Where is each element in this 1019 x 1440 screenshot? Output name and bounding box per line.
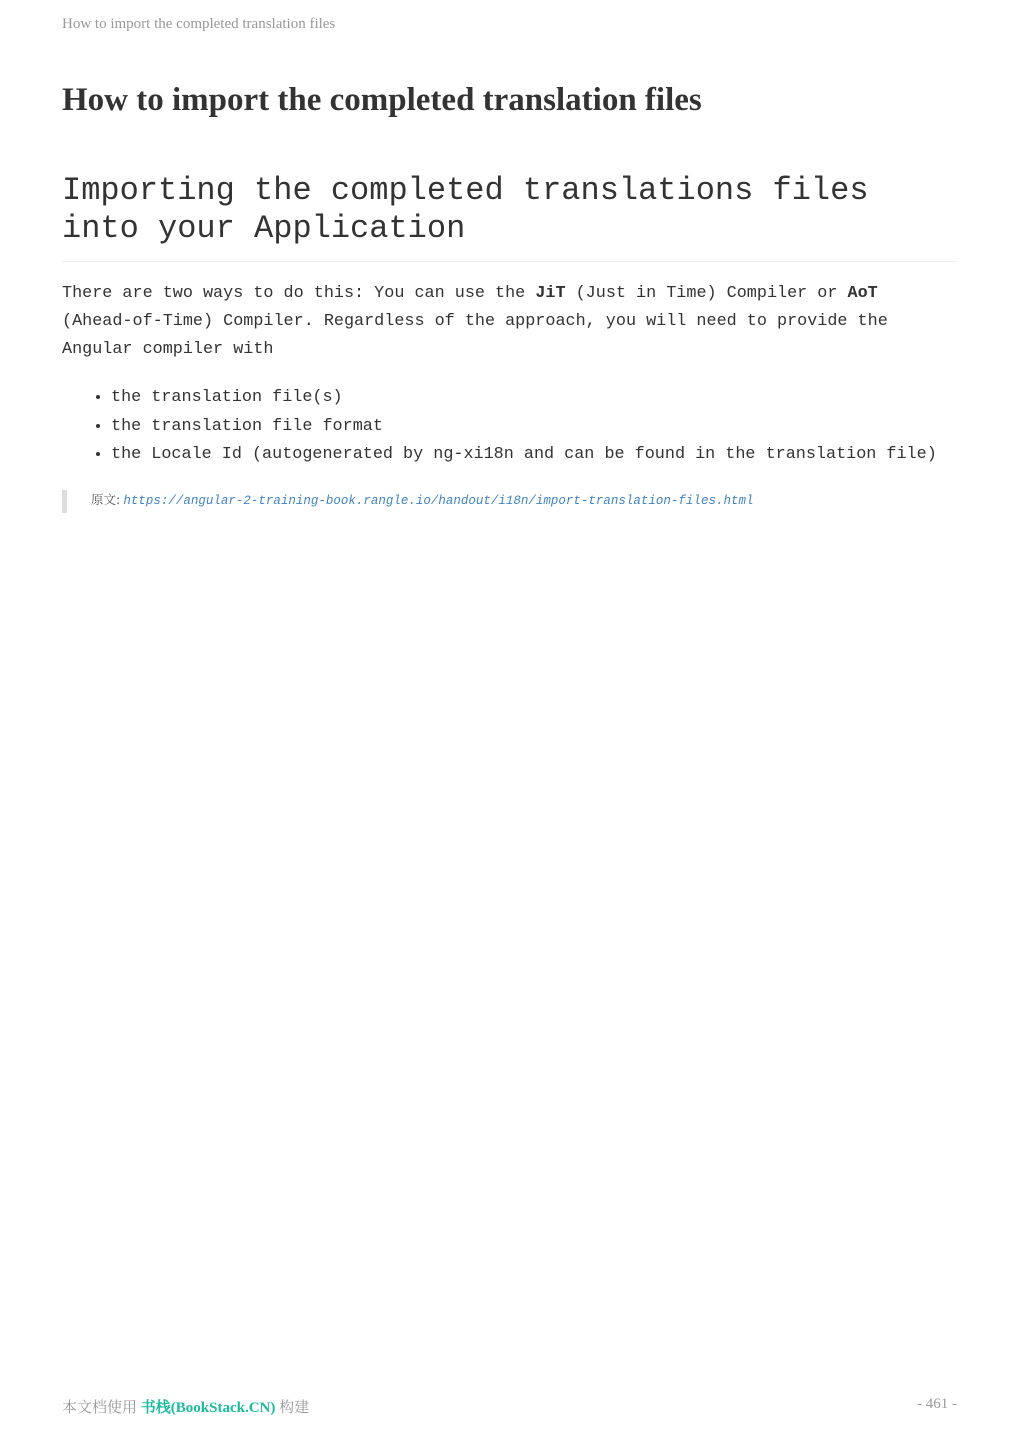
source-link[interactable]: https://angular-2-training-book.rangle.io/handout/i18n/import-translation-files.html: [123, 493, 754, 508]
footer-credit: [62, 1396, 309, 1417]
intro-text-3: (Ahead-of-Time) Compiler. Regardless of the approach, you will need to provide the Angular compiler with: [62, 312, 888, 359]
requirements-list: [62, 384, 957, 470]
bookstack-link[interactable]: 书栈(BookStack.CN): [140, 1400, 276, 1416]
aot-term: AoT: [847, 284, 878, 303]
jit-term: JiT: [535, 284, 566, 303]
section-heading: Importing the completed translations files into your Application: [62, 172, 957, 262]
running-header: How to import the completed translation files: [62, 16, 336, 32]
page-number: - 461 -: [917, 1396, 957, 1412]
footer-suffix: 构建: [275, 1400, 310, 1416]
source-label: 原文:: [91, 491, 121, 507]
list-item: • the translation file(s): [111, 384, 957, 413]
footer-prefix: 本文档使用: [62, 1400, 141, 1416]
list-item: • the Locale Id (autogenerated by ng-xi18n and can be found in the translation file): [111, 441, 957, 470]
intro-text-2: (Just in Time) Compiler or: [565, 284, 848, 303]
intro-paragraph: [62, 280, 957, 364]
list-item: • the translation file format: [111, 413, 957, 442]
page-content: [62, 80, 957, 513]
source-quote: [62, 490, 957, 513]
intro-text-1: There are two ways to do this: You can use the: [62, 284, 536, 303]
page-title: How to import the completed translation files: [62, 82, 702, 118]
